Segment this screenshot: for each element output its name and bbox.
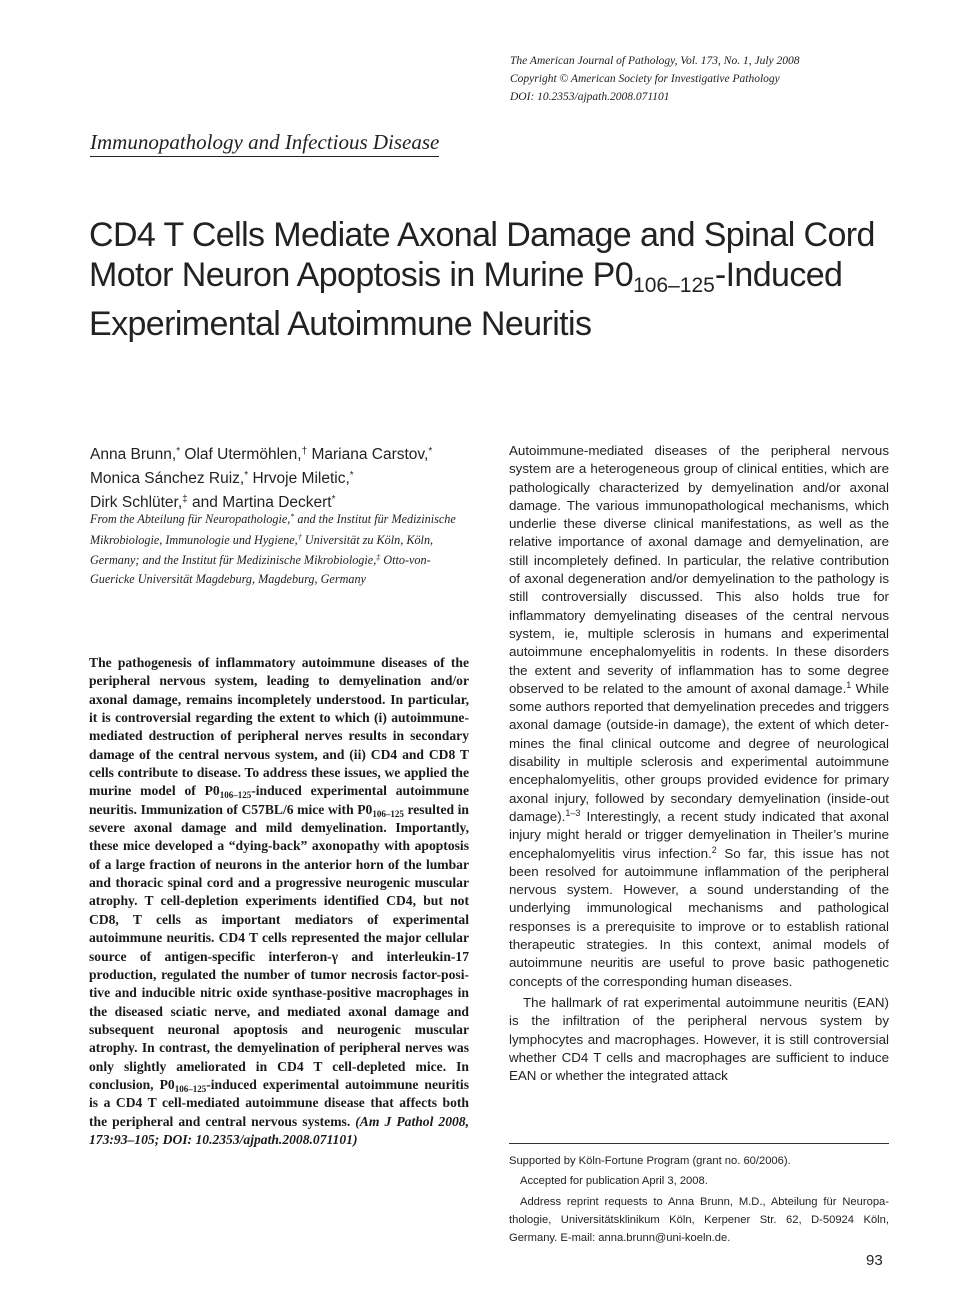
abstract-citation: (Am J Pathol 2008, 173:93–105; DOI: 10.2353/ajpath.2008.071101) [89,1113,469,1147]
accepted-note: Accepted for publication April 3, 2008. [520,1175,708,1188]
reference-mark[interactable]: 1 [846,679,852,690]
funding-note: Supported by Köln-Fortune Program (grant no. 60/2006). [509,1155,791,1167]
body-paragraph [509,442,889,991]
title-part-1: CD4 T Cells Mediate Axonal Damage and Spinal Cord Motor Neuron Apoptosis in Murine P0 [89,216,875,294]
section-heading: Immunopathology and Infectious Disease [90,130,439,157]
footnotes [509,1152,889,1249]
author-affiliation-mark: * [428,446,433,457]
affiliation-text: Universität zu Köln, Köln, Germany; and the Institut für Medizinische Mikrobiologie, [90,532,434,567]
author-affiliation-mark: † [301,446,308,457]
doi-line: DOI: 10.2353/ajpath.2008.071101 [510,91,670,103]
affiliation-mark: * [290,512,295,521]
title-subscript: 106–125 [633,273,715,297]
journal-header [510,52,930,106]
body-text-run: So far, this issue has not been resolved for autoimmune inflammation of the peripheral nervous system. However, a sound understanding of the underlying immunological mechanisms and pathological responses is a prerequisite to improve or to establish rational therapeutic strategies. In this context, animal models of autoimmune neuritis are useful to prove basic pathogenetic concepts of the corresponding human diseases. [509,845,890,989]
body-text-run: Autoimmune-mediated diseases of the peripheral nervous system are a heterogeneous group of clinical entities, which are pathologically characterized by demyelination and/or axonal damage. The various immunopathological mechanisms, which underlie these diverse clinical manifestations, as well as the relative importance of axonal damage and demyelination, are still incompletely defined. In particular, the relative contribution of axonal degeneration and/or demyelination to the pathology is still controversially discussed. This also holds true for inflammatory demyelinating diseases of the central nervous system, ie, multiple sclerosis in humans and experimental autoimmune encephalomyelitis in rodents. In these disorders the extent and severity of inflammation has to some degree observed to be related to the amount of axonal damage. [509,443,889,696]
reference-mark[interactable]: 1–3 [565,807,581,818]
abstract-text: -induced experimental autoimmune neuritis is a CD4 T cell-mediated autoimmune disease that affects both the peripheral and central nervous systems. [89,1076,469,1129]
page-number: 93 [866,1252,883,1269]
body-text [509,442,889,1085]
copyright-line: Copyright © American Society for Investigative Pathology [510,73,780,85]
affiliation [90,508,460,588]
reference-mark[interactable]: 2 [711,844,717,855]
author: Mariana Carstov, [311,446,429,463]
author-affiliation-mark: ‡ [182,494,188,505]
body-paragraph: The hallmark of rat experimental autoimmune neuritis (EAN) is the infiltration of the peripheral nervous system by lymphocytes and macrophages. However, it is still controversial whether CD4 T cells and macrophages are sufficient to induce EAN or whether the integrated attack [509,994,889,1084]
affiliation-mark: † [297,532,302,542]
article-title [89,216,909,345]
author-affiliation-mark: * [349,470,354,481]
body-text-run: Interestingly, a recent study indicated that axonal injury might herald or trigger demyelination in Theiler’s murine encephalomyelitis virus infection. [509,808,889,861]
abstract-text: -induced experimental autoimmune neuritis. Immunization of C57BL/6 mice with P0 [89,783,469,817]
author-affiliation-mark: * [244,470,249,481]
author: and Martina Deckert [192,494,332,511]
body-text-run: While some authors reported that demyelination precedes and triggers axonal damage (outside-in damage), the extent of which determines the final clinical outcome and degree of neurological disability in multiple sclerosis and experimental autoimmune encephalomyelitis, other groups provided evidence for primary axonal injury, followed by secondary demyelination (inside-out damage). [509,680,890,824]
affiliation-mark: ‡ [376,553,381,562]
title-part-2: -Induced Experimental Autoimmune Neuritis [89,255,843,343]
abstract [89,654,469,1149]
author-list [90,441,485,513]
abstract-text: The pathogenesis of inflammatory autoimmune diseases of the peripheral nervous system, leading to demyelination and/or axonal damage, remains incompletely understood. In particular, it is controversial regarding the extent to which (i) autoimmune-mediated destruction of peripheral nerves results in secondary damage of the central nervous system, and (ii) CD4 and CD8 T cells contribute to disease. To address these issues, we applied the murine model of P0 [89,655,469,799]
abstract-subscript: 106–125 [372,808,404,819]
affiliation-text: and the Institut für Medizinische Mikrobiologie, Immunologie und Hygiene, [90,512,456,547]
footnote-divider [509,1143,889,1144]
abstract-text: resulted in severe axonal damage and mild demyelination. Importantly, these mice developed a “dying-back” axonopathy with apoptosis of a large fraction of neurons in the anterior horn of the lumbar and thoracic spinal cord and a progressive neurogenic muscular atrophy. T cell-depletion experiments identified CD4, but not CD8, T cells as important mediators of experimental autoimmune neuritis. CD4 T cells represented the major cellular source of antigen-specific interferon-γ and interleukin-17 production, regulated the number of tumor necrosis factor-positive and inducible nitric oxide synthase-positive macrophages in the diseased sciatic nerve, and mediated axonal damage and subsequent neuronal apoptosis and neurogenic muscular atrophy. In contrast, the demyelination of peripheral nerves was only slightly ameliorated in CD4 T cell-depleted mice. In conclusion, P0 [89,801,469,1092]
reprint-note: Address reprint requests to Anna Brunn, M.D., Abteilung für Neuropathologie, Universitätsklinikum Köln, Kerpener Str. 62, D-50924 Köln, Germany. E-mail: anna.brunn@uni-koeln.de. [509,1195,889,1245]
affiliation-text: Otto-von-Guericke Universität Magdeburg, Magdeburg, Germany [90,553,431,586]
author: Hrvoje Miletic, [252,470,350,487]
author: Anna Brunn, [90,446,177,463]
author-affiliation-mark: * [176,446,181,457]
author: Dirk Schlüter, [90,494,183,511]
affiliation-text: From the Abteilung für Neuropathologie, [90,512,291,526]
author: Monica Sánchez Ruiz, [90,470,245,487]
journal-citation-line: The American Journal of Pathology, Vol. 173, No. 1, July 2008 [510,55,800,67]
abstract-subscript: 106–125 [174,1083,207,1094]
abstract-subscript: 106–125 [219,790,252,801]
author: Olaf Utermöhlen, [184,446,302,463]
author-affiliation-mark: * [331,494,336,505]
